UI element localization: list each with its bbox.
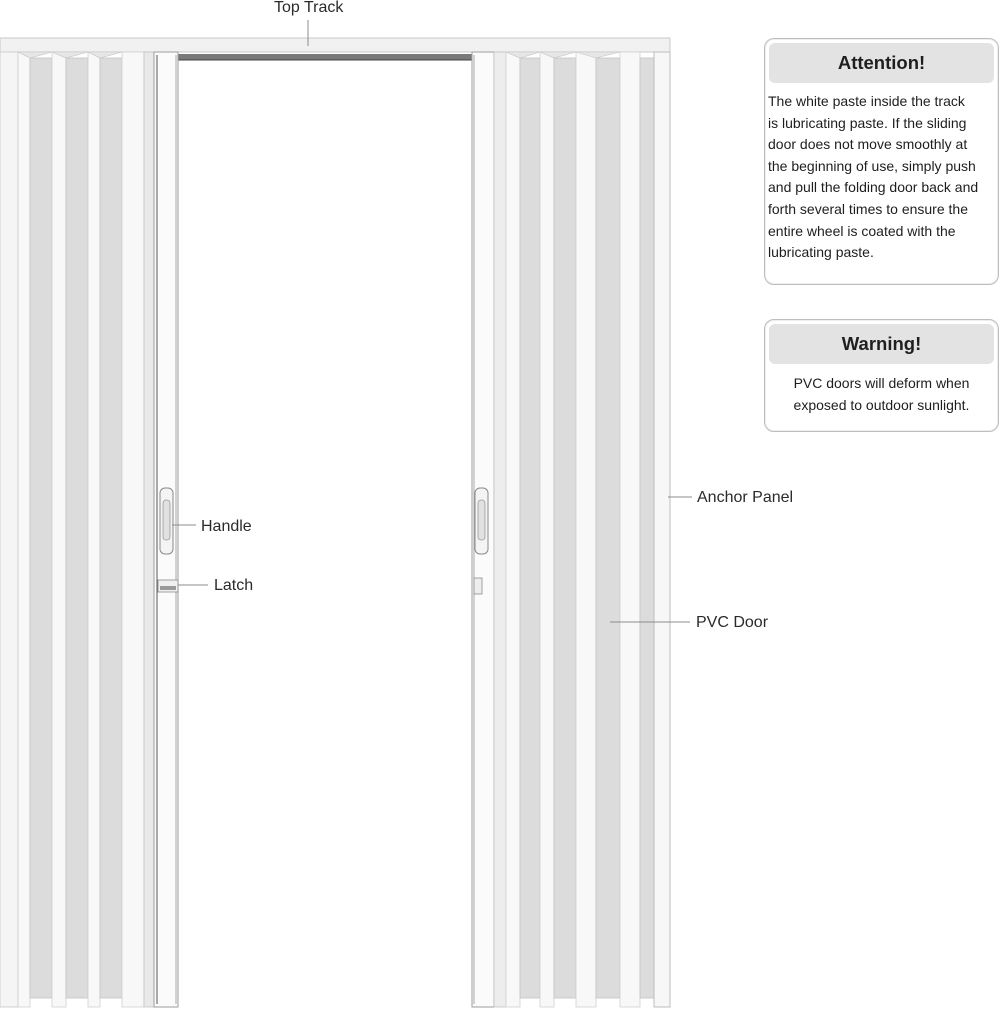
pvc-door-label: PVC Door — [696, 614, 769, 631]
left-handle — [160, 488, 173, 554]
attention-line: entire wheel is coated with the — [768, 222, 956, 239]
warning-line: exposed to outdoor sunlight. — [793, 396, 970, 413]
track-opening — [176, 54, 472, 60]
attention-line: forth several times to ensure the — [768, 200, 968, 217]
attention-box — [764, 38, 999, 285]
left-door-stack — [0, 52, 178, 1007]
anchor-panel — [654, 52, 670, 1007]
attention-title: Attention! — [769, 43, 994, 83]
handle-label: Handle — [201, 518, 252, 535]
warning-line: PVC doors will deform when — [793, 375, 970, 391]
latch-label: Latch — [214, 577, 254, 594]
anchor-panel-label: Anchor Panel — [697, 489, 794, 506]
warning-text — [765, 373, 998, 416]
right-latch — [474, 578, 482, 594]
attention-line: is lubricating paste. If the sliding — [768, 114, 967, 131]
warning-title: Warning! — [769, 324, 994, 364]
attention-line: The white paste inside the track — [768, 93, 965, 109]
attention-line: door does not move smoothly at — [768, 136, 968, 153]
right-door-stack — [472, 52, 670, 1007]
left-latch — [158, 580, 178, 592]
attention-text — [768, 91, 1000, 264]
top-track-label: Top Track — [274, 0, 344, 16]
top-track — [0, 38, 670, 52]
warning-box — [764, 319, 999, 432]
attention-line: lubricating paste. — [768, 244, 874, 261]
right-handle — [475, 488, 488, 554]
attention-line: and pull the folding door back and — [768, 179, 979, 196]
attention-line: the beginning of use, simply push — [768, 157, 976, 174]
